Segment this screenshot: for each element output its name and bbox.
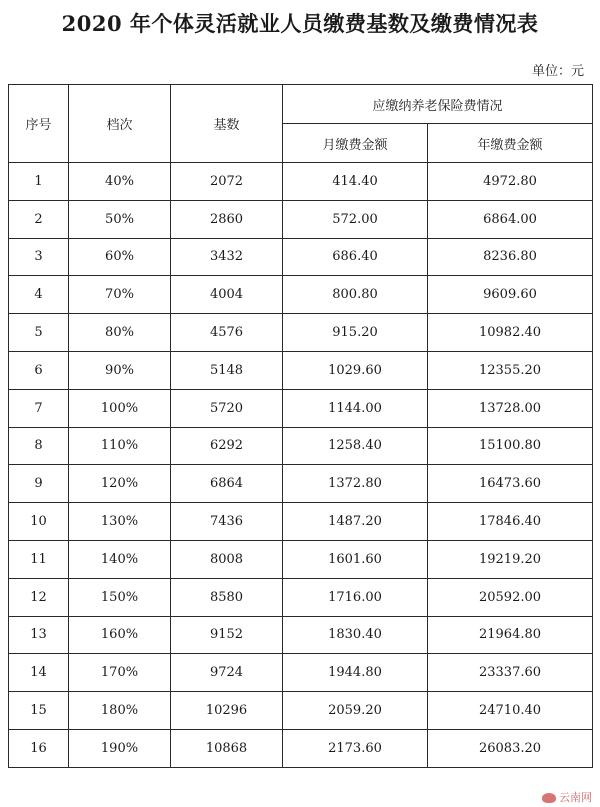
cell-tier: 170% — [69, 654, 171, 692]
header-group: 应缴纳养老保险费情况 — [283, 85, 593, 124]
cell-monthly: 1601.60 — [283, 540, 428, 578]
cell-tier: 90% — [69, 351, 171, 389]
cell-tier: 160% — [69, 616, 171, 654]
cell-tier: 130% — [69, 503, 171, 541]
cell-yearly: 8236.80 — [428, 238, 593, 276]
cell-seq: 5 — [9, 314, 69, 352]
cell-yearly: 13728.00 — [428, 389, 593, 427]
cell-seq: 4 — [9, 276, 69, 314]
cell-seq: 1 — [9, 163, 69, 201]
cell-monthly: 1830.40 — [283, 616, 428, 654]
cell-yearly: 26083.20 — [428, 729, 593, 767]
cell-yearly: 24710.40 — [428, 692, 593, 730]
cell-yearly: 21964.80 — [428, 616, 593, 654]
cell-base: 8580 — [171, 578, 283, 616]
cell-tier: 60% — [69, 238, 171, 276]
cell-base: 9724 — [171, 654, 283, 692]
table-row — [9, 465, 593, 503]
cell-seq: 14 — [9, 654, 69, 692]
cell-tier: 100% — [69, 389, 171, 427]
cell-seq: 15 — [9, 692, 69, 730]
cell-base: 2860 — [171, 200, 283, 238]
cell-seq: 10 — [9, 503, 69, 541]
table-row — [9, 351, 593, 389]
cell-monthly: 1029.60 — [283, 351, 428, 389]
cell-tier: 140% — [69, 540, 171, 578]
cell-seq: 3 — [9, 238, 69, 276]
table-row — [9, 276, 593, 314]
cell-tier: 40% — [69, 163, 171, 201]
cell-monthly: 1258.40 — [283, 427, 428, 465]
contribution-table — [8, 84, 593, 768]
cell-tier: 70% — [69, 276, 171, 314]
table-row — [9, 729, 593, 767]
cell-yearly: 6864.00 — [428, 200, 593, 238]
cell-monthly: 414.40 — [283, 163, 428, 201]
table-body — [9, 163, 593, 768]
cell-yearly: 12355.20 — [428, 351, 593, 389]
table-row — [9, 503, 593, 541]
cell-monthly: 1487.20 — [283, 503, 428, 541]
cell-base: 5148 — [171, 351, 283, 389]
cell-seq: 9 — [9, 465, 69, 503]
cell-tier: 80% — [69, 314, 171, 352]
table-row — [9, 654, 593, 692]
cell-monthly: 2059.20 — [283, 692, 428, 730]
watermark-text: 云南网 — [559, 791, 592, 804]
cell-seq: 6 — [9, 351, 69, 389]
cell-seq: 2 — [9, 200, 69, 238]
cell-seq: 13 — [9, 616, 69, 654]
cell-monthly: 2173.60 — [283, 729, 428, 767]
table-row — [9, 427, 593, 465]
table-row — [9, 314, 593, 352]
cell-monthly: 686.40 — [283, 238, 428, 276]
cell-monthly: 915.20 — [283, 314, 428, 352]
cell-yearly: 17846.40 — [428, 503, 593, 541]
document-title: 2020 年个体灵活就业人员缴费基数及缴费情况表 — [61, 11, 539, 36]
table-row — [9, 540, 593, 578]
cell-monthly: 1144.00 — [283, 389, 428, 427]
cell-base: 10868 — [171, 729, 283, 767]
cell-base: 3432 — [171, 238, 283, 276]
table-row — [9, 692, 593, 730]
cell-monthly: 572.00 — [283, 200, 428, 238]
cell-seq: 16 — [9, 729, 69, 767]
cell-seq: 7 — [9, 389, 69, 427]
cell-tier: 190% — [69, 729, 171, 767]
cell-yearly: 9609.60 — [428, 276, 593, 314]
cell-yearly: 20592.00 — [428, 578, 593, 616]
header-seq: 序号 — [9, 85, 69, 163]
cell-tier: 110% — [69, 427, 171, 465]
cell-monthly: 1716.00 — [283, 578, 428, 616]
table-row — [9, 238, 593, 276]
cell-base: 6864 — [171, 465, 283, 503]
cell-tier: 120% — [69, 465, 171, 503]
cell-yearly: 10982.40 — [428, 314, 593, 352]
cell-base: 5720 — [171, 389, 283, 427]
cloud-logo-icon — [542, 793, 556, 803]
cell-base: 2072 — [171, 163, 283, 201]
table-row — [9, 616, 593, 654]
cell-base: 6292 — [171, 427, 283, 465]
cell-yearly: 16473.60 — [428, 465, 593, 503]
watermark — [542, 789, 592, 805]
cell-base: 7436 — [171, 503, 283, 541]
cell-base: 4004 — [171, 276, 283, 314]
unit-label: 单位：元 — [531, 64, 584, 79]
table-row — [9, 200, 593, 238]
cell-base: 4576 — [171, 314, 283, 352]
cell-base: 10296 — [171, 692, 283, 730]
header-monthly: 月缴费金额 — [283, 124, 428, 163]
cell-seq: 8 — [9, 427, 69, 465]
table-row — [9, 389, 593, 427]
cell-tier: 50% — [69, 200, 171, 238]
cell-monthly: 1944.80 — [283, 654, 428, 692]
cell-yearly: 15100.80 — [428, 427, 593, 465]
cell-seq: 12 — [9, 578, 69, 616]
cell-base: 9152 — [171, 616, 283, 654]
table-row — [9, 163, 593, 201]
cell-monthly: 800.80 — [283, 276, 428, 314]
cell-monthly: 1372.80 — [283, 465, 428, 503]
header-base: 基数 — [171, 85, 283, 163]
table-row — [9, 578, 593, 616]
cell-tier: 150% — [69, 578, 171, 616]
cell-tier: 180% — [69, 692, 171, 730]
cell-yearly: 19219.20 — [428, 540, 593, 578]
cell-base: 8008 — [171, 540, 283, 578]
header-tier: 档次 — [69, 85, 171, 163]
cell-yearly: 23337.60 — [428, 654, 593, 692]
cell-seq: 11 — [9, 540, 69, 578]
header-yearly: 年缴费金额 — [428, 124, 593, 163]
cell-yearly: 4972.80 — [428, 163, 593, 201]
